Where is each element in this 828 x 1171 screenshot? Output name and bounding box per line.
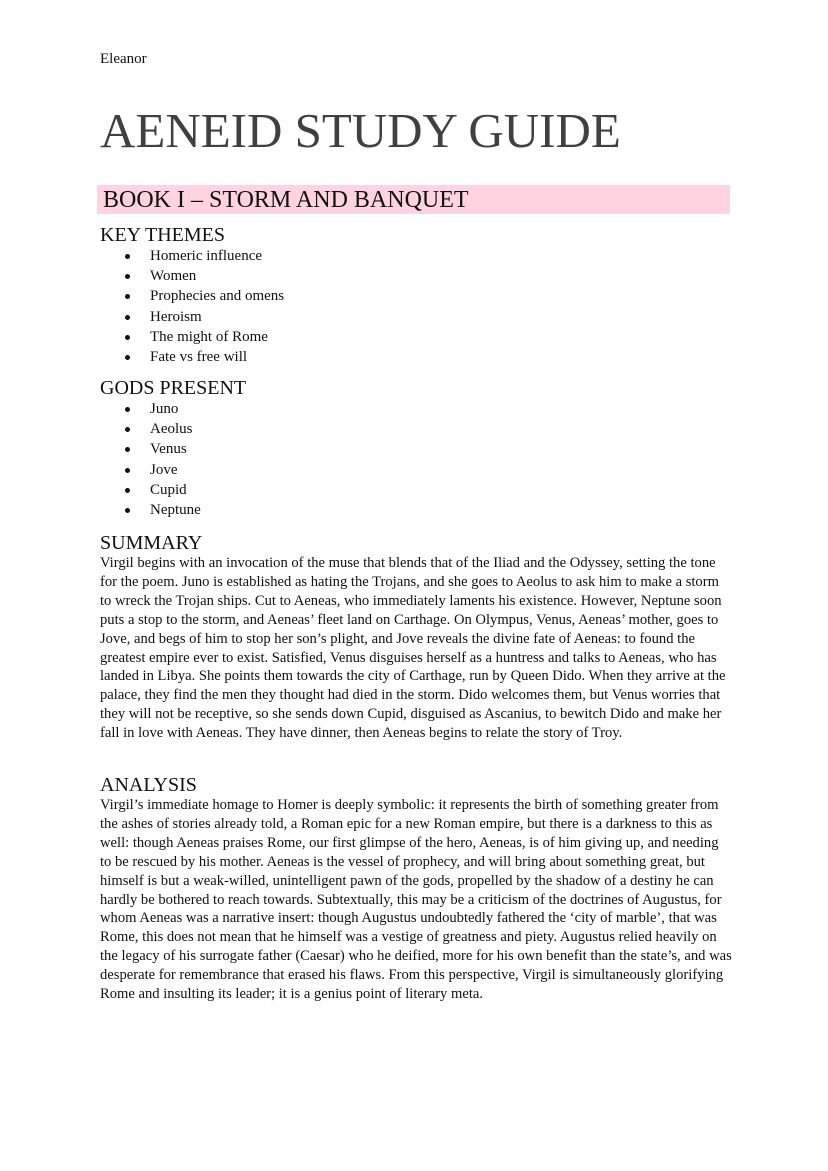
bullet-icon (125, 468, 130, 473)
analysis-heading: ANALYSIS (100, 774, 197, 796)
list-item-text: Aeolus (150, 421, 193, 438)
bullet-icon (125, 335, 130, 340)
list-item (100, 480, 732, 500)
gods-present-list (100, 399, 732, 520)
list-item (100, 460, 732, 480)
list-item-text: Homeric influence (150, 248, 263, 264)
list-item-text: The might of Rome (150, 328, 268, 345)
list-item-text: Women (150, 268, 197, 285)
author-name: Eleanor (100, 51, 147, 67)
key-themes-heading: KEY THEMES (100, 224, 225, 246)
list-item (100, 399, 732, 419)
key-themes-section (100, 224, 732, 367)
list-item-text: Prophecies and omens (150, 288, 285, 305)
key-themes-list (100, 246, 732, 367)
list-item (100, 419, 732, 439)
list-item (100, 246, 732, 266)
list-item-text: Jove (150, 461, 178, 478)
list-item (100, 347, 732, 367)
list-item (100, 286, 732, 306)
book-heading: BOOK I – STORM AND BANQUET (103, 187, 469, 213)
summary-text: Virgil begins with an invocation of the muse that blends that of the Iliad and the Odyssey, setting the tone for the poem. Juno is established as hating the Trojans, and she goes to Aeolus to ask him to make a storm to wreck the Trojan ships. Cut to Aeneas, who immediately laments his existence. However, Neptune soon puts a stop to the storm, and Aeneas’ fleet land on Carthage. On Olympus, Venus, Aeneas’ mother, goes to Jove, and begs of him to stop her son’s plight, and Jove reveals the divine fate of Aeneas: to found the greatest empire ever to exist. Satisfied, Venus disguises herself as a huntress and talks to Aeneas, who has landed in Libya. She points them towards the city of Carthage, run by Queen Dido. When they arrive at the palace, they find the men they thought had died in the storm. Dido welcomes them, but Venus worries that they will not be receptive, so she sends down Cupid, disguised as Ascanius, to bewitch Dido and make her fall in love with Aeneas. They have dinner, then Aeneas begins to relate the story of Troy. (100, 555, 726, 742)
bullet-icon (125, 315, 130, 320)
document-title: AENEID STUDY GUIDE (100, 103, 621, 158)
bullet-icon (125, 274, 130, 279)
list-item (100, 266, 732, 286)
bullet-icon (125, 427, 130, 432)
list-item (100, 327, 732, 347)
analysis-text: Virgil’s immediate homage to Homer is deeply symbolic: it represents the birth of something greater from the ashes of stories already told, a Roman epic for a new Roman empire, but there is a darkness to this as well: though Aeneas praises Rome, our first glimpse of the hero, Aeneas, is of him giving up, and needing to be rescued by his mother. Aeneas is the vessel of prophecy, and will bring about something great, but himself is but a weak-willed, unintelligent pawn of the gods, propelled by the shadow of a destiny he can hardly be bothered to reach towards. Subtextually, this may be a criticism of the doctrines of Augustus, for whom Aeneas was a narrative insert: though Augustus undoubtedly fathered the ‘city of marble’, that was Rome, this does not mean that he himself was a vestige of greatness and piety. Augustus relied heavily on the legacy of his surrogate father (Caesar) who he deified, more for his own benefit than the state’s, and was desperate for remembrance that erased his flaws. From this perspective, Virgil is simultaneously glorifying Rome and insulting its leader; it is a genius point of literary meta. (100, 797, 732, 1003)
bullet-icon (125, 488, 130, 493)
list-item-text: Fate vs free will (150, 349, 248, 366)
summary-heading: SUMMARY (100, 532, 203, 554)
list-item-text: Cupid (150, 481, 187, 498)
summary-section (100, 532, 732, 743)
list-item-text: Heroism (150, 308, 202, 325)
bullet-icon (125, 254, 130, 259)
bullet-icon (125, 447, 130, 452)
bullet-icon (125, 407, 130, 412)
list-item-text: Neptune (150, 502, 201, 519)
list-item-text: Venus (150, 441, 187, 458)
list-item-text: Juno (150, 401, 179, 417)
bullet-icon (125, 355, 130, 360)
list-item (100, 307, 732, 327)
analysis-section (100, 774, 732, 1004)
list-item (100, 439, 732, 459)
list-item (100, 500, 732, 520)
gods-present-heading: GODS PRESENT (100, 377, 247, 399)
bullet-icon (125, 508, 130, 513)
gods-present-section (100, 377, 732, 520)
bullet-icon (125, 294, 130, 299)
